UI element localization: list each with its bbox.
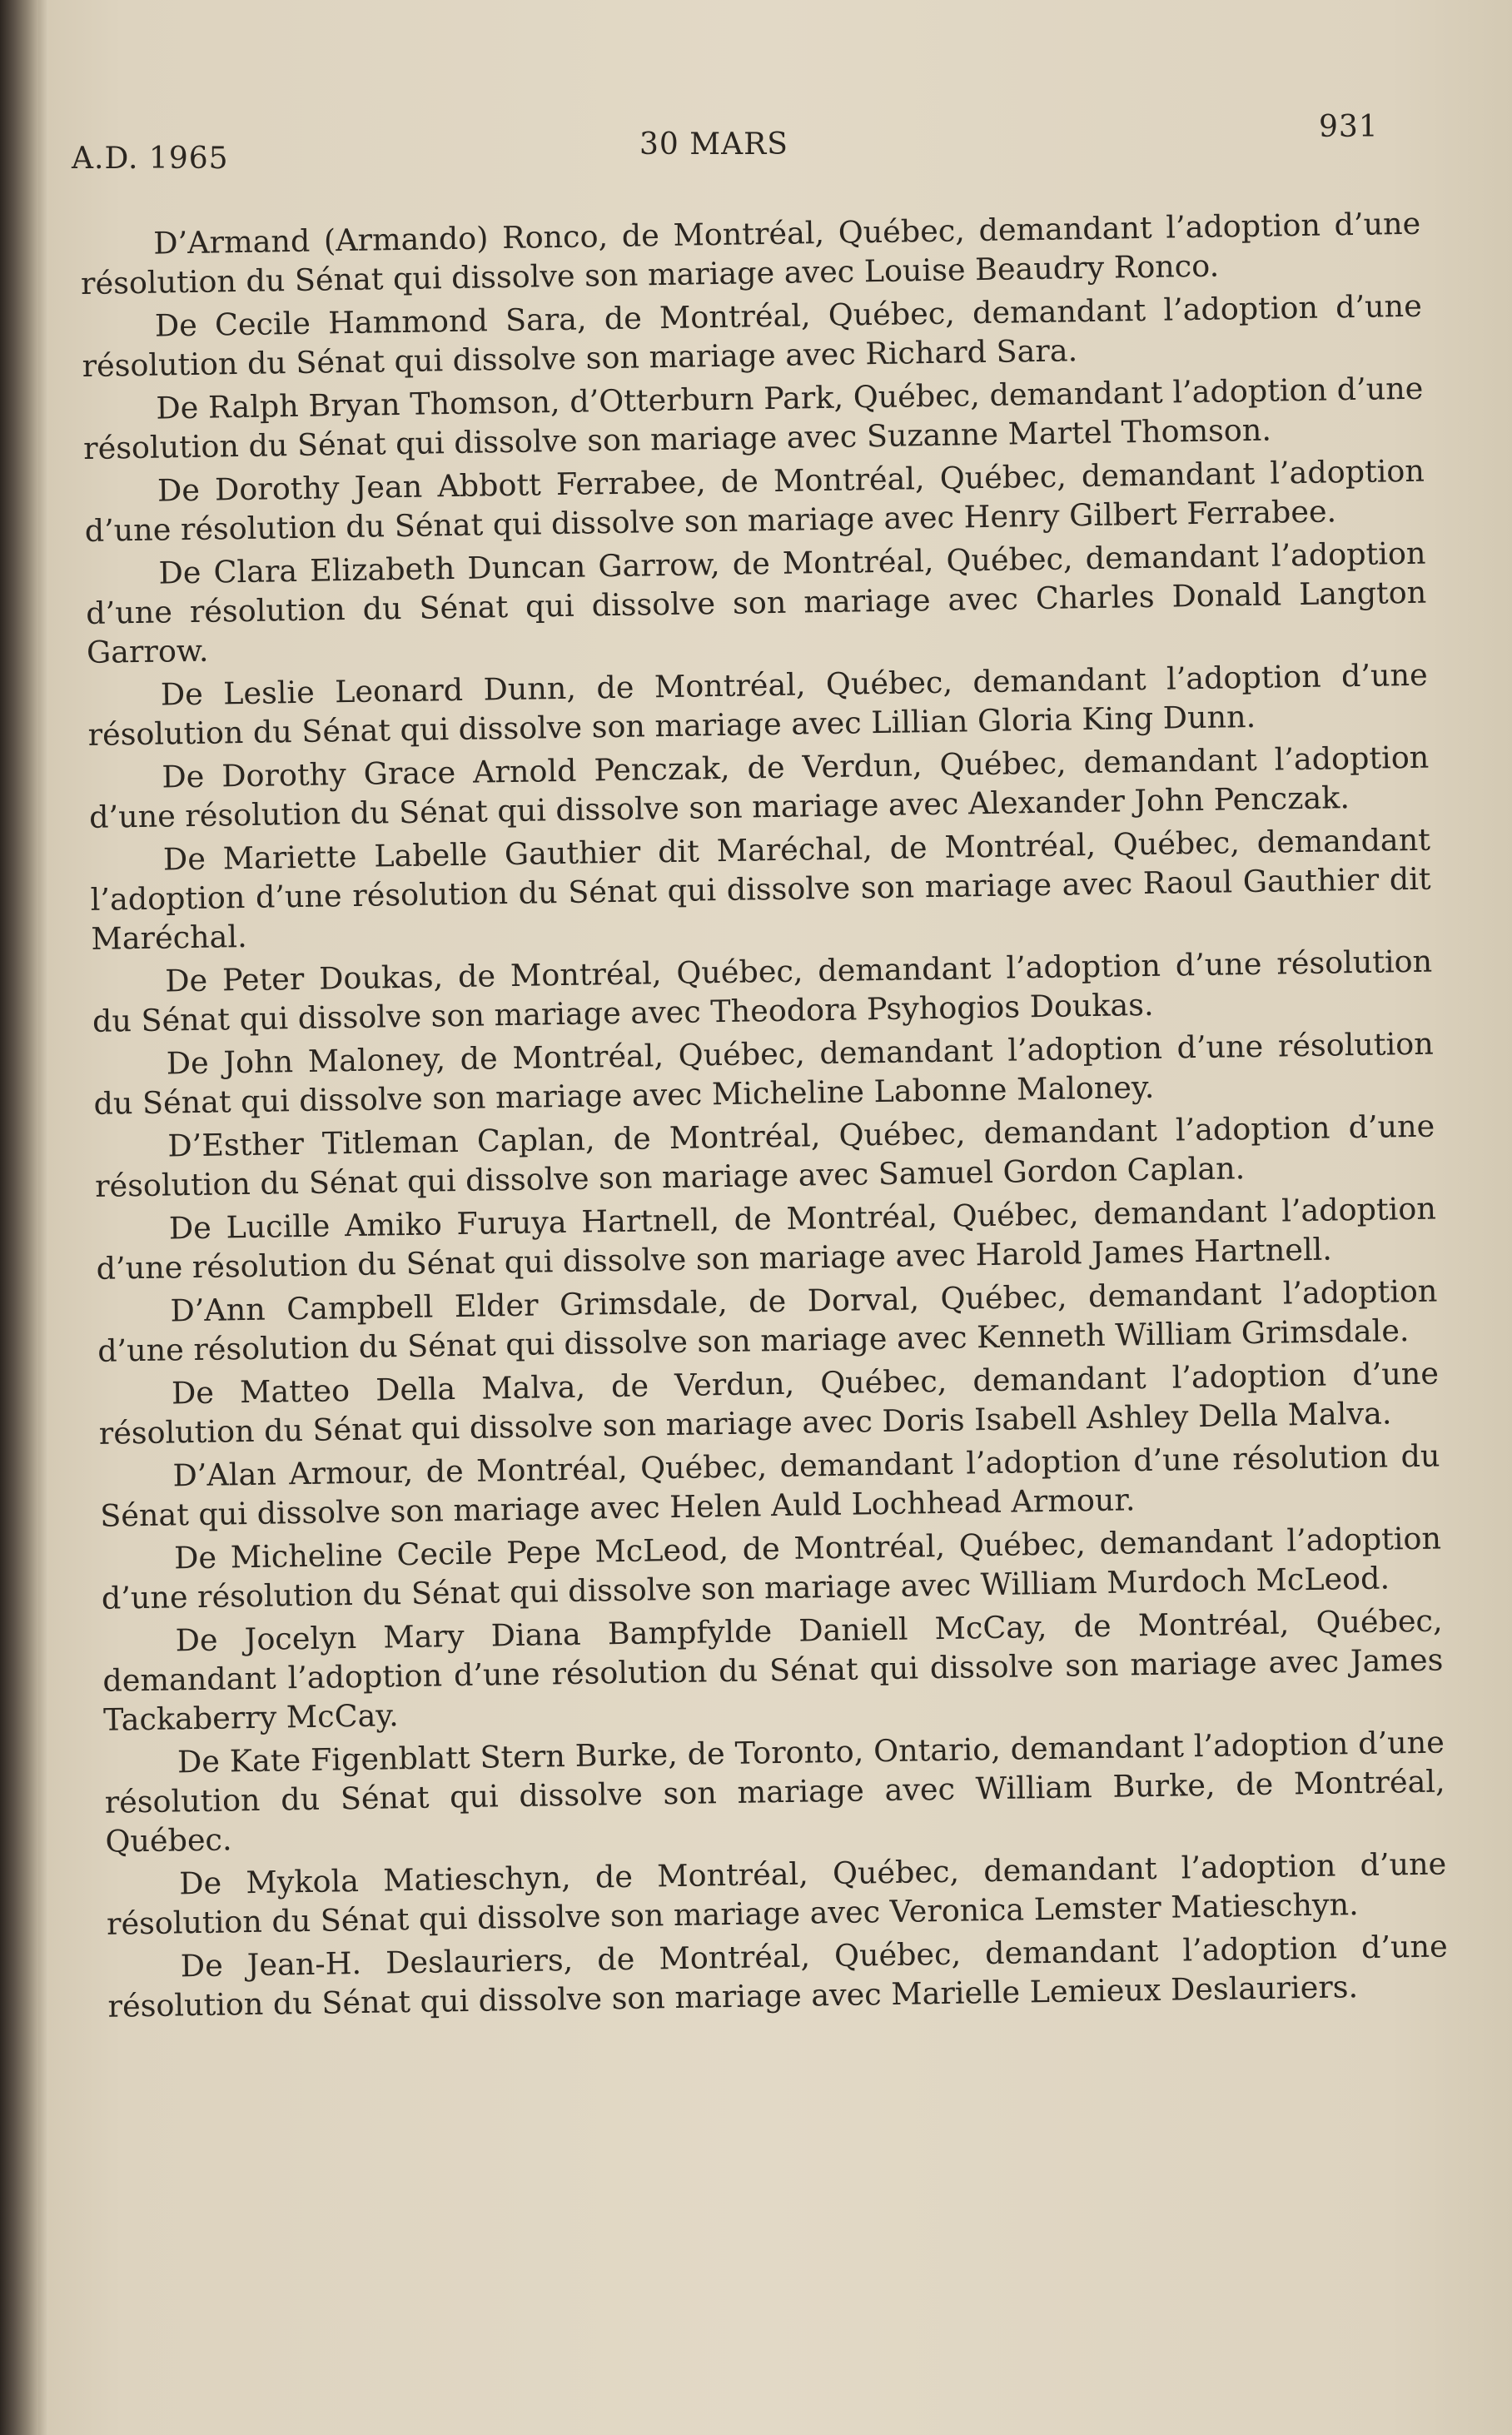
petition-entry: De Kate Figenblatt Stern Burke, de Toronto, Ontario, demandant l’adoption d’une résolution du Sénat qui dissolve son mariage avec William Burke, de Montréal, Québec. — [104, 1724, 1445, 1860]
header-date: 30 MARS — [639, 127, 788, 162]
petition-entry: De John Maloney, de Montréal, Québec, demandant l’adoption d’une résolution du Sénat qui dissolve son mariage avec Micheline Labonne Maloney. — [93, 1025, 1434, 1122]
petition-entry: De Matteo Della Malva, de Verdun, Québec, demandant l’adoption d’une résolution du Sénat qui dissolve son mariage avec Doris Isabell Ashley Della Malva. — [98, 1355, 1440, 1452]
petition-entry: De Lucille Amiko Furuya Hartnell, de Montréal, Québec, demandant l’adoption d’une résolution du Sénat qui dissolve son mariage avec Harold James Hartnell. — [96, 1190, 1437, 1287]
petition-entry: De Ralph Bryan Thomson, d’Otterburn Park, Québec, demandant l’adoption d’une résolution du Sénat qui dissolve son mariage avec Suzanne Martel Thomson. — [82, 370, 1424, 466]
petition-entry: D’Alan Armour, de Montréal, Québec, demandant l’adoption d’une résolution du Sénat qui dissolve son mariage avec Helen Auld Lochhead Armour. — [100, 1437, 1440, 1534]
petition-entry: D’Esther Titleman Caplan, de Montréal, Québec, demandant l’adoption d’une résolution du Sénat qui dissolve son mariage avec Samuel Gordon Caplan. — [94, 1108, 1435, 1204]
petition-entry: De Leslie Leonard Dunn, de Montréal, Québec, demandant l’adoption d’une résolution du Sénat qui dissolve son mariage avec Lillian Gloria King Dunn. — [87, 656, 1429, 753]
petition-entry: De Peter Doukas, de Montréal, Québec, demandant l’adoption d’une résolution du Sénat qui dissolve son mariage avec Theodora Psyhogios Doukas. — [92, 943, 1433, 1039]
petition-entry: De Mariette Labelle Gauthier dit Maréchal, de Montréal, Québec, demandant l’adoption d’une résolution du Sénat qui dissolve son mariage avec Raoul Gauthier dit Maréchal. — [90, 821, 1431, 957]
petition-entry: De Mykola Matieschyn, de Montréal, Québec, demandant l’adoption d’une résolution du Sénat qui dissolve son mariage avec Veronica Lemster Matieschyn. — [106, 1845, 1447, 1942]
petition-entry: De Micheline Cecile Pepe McLeod, de Montréal, Québec, demandant l’adoption d’une résolution du Sénat qui dissolve son mariage avec William Murdoch McLeod. — [101, 1520, 1442, 1616]
petition-entry: De Jean-H. Deslauriers, de Montréal, Québec, demandant l’adoption d’une résolution du Sénat qui dissolve son mariage avec Marielle Lemieux Deslauriers. — [107, 1928, 1449, 2024]
petition-entry: De Dorothy Jean Abbott Ferrabee, de Montréal, Québec, demandant l’adoption d’une résolution du Sénat qui dissolve son mariage avec Henry Gilbert Ferrabee. — [84, 452, 1425, 549]
page-number: 931 — [1319, 110, 1379, 144]
binding-edge — [38, 0, 48, 2435]
petition-entry: De Dorothy Grace Arnold Penczak, de Verdun, Québec, demandant l’adoption d’une résolution du Sénat qui dissolve son mariage avec Alexander John Penczak. — [88, 739, 1430, 835]
header-year: A.D. 1965 — [72, 142, 229, 176]
petition-entry: D’Ann Campbell Elder Grimsdale, de Dorval, Québec, demandant l’adoption d’une résolution du Sénat qui dissolve son mariage avec Kenneth William Grimsdale. — [97, 1272, 1438, 1369]
petition-list — [80, 204, 1449, 2030]
petition-entry: De Clara Elizabeth Duncan Garrow, de Montréal, Québec, demandant l’adoption d’une résolution du Sénat qui dissolve son mariage avec Charles Donald Langton Garrow. — [85, 535, 1427, 670]
petition-entry: De Cecile Hammond Sara, de Montréal, Québec, demandant l’adoption d’une résolution du Sénat qui dissolve son mariage avec Richard Sara. — [82, 287, 1423, 384]
petition-entry: D’Armand (Armando) Ronco, de Montréal, Québec, demandant l’adoption d’une résolution du Sénat qui dissolve son mariage avec Louise Beaudry Ronco. — [80, 205, 1421, 301]
petition-entry: De Jocelyn Mary Diana Bampfylde Daniell McCay, de Montréal, Québec, demandant l’adoption d’une résolution du Sénat qui dissolve son mariage avec James Tackaberry McCay. — [102, 1602, 1444, 1738]
book-binding — [0, 0, 38, 2435]
